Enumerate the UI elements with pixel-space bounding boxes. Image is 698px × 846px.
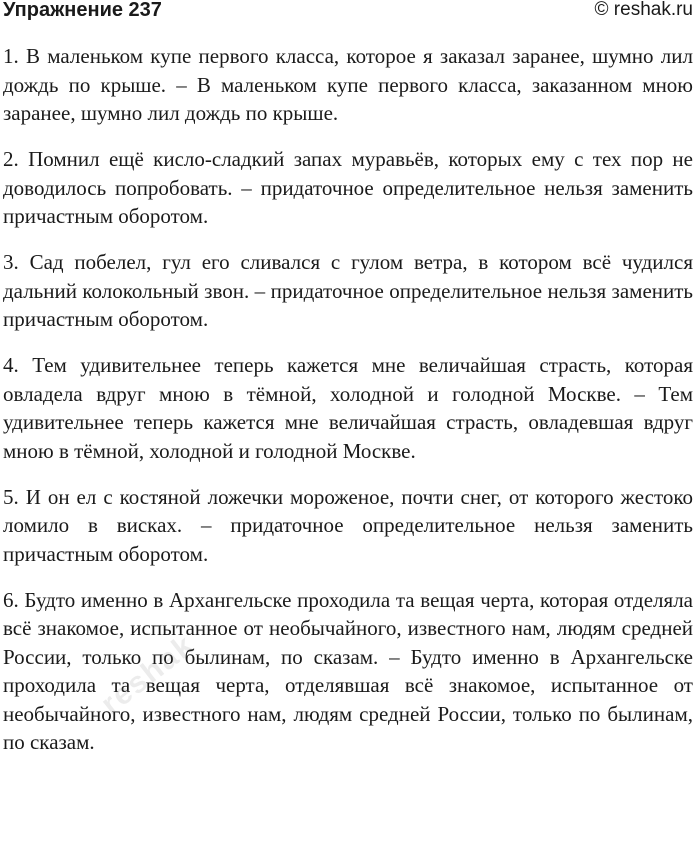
site-watermark: reshak (95, 628, 202, 722)
answer-item-4: 4. Тем удивительнее теперь кажется мне величайшая страсть, которая овладела вдруг мною в тёмной, холодной и голодной Москве. – Тем удивительнее теперь кажется мне величайшая страсть, овладевшая вдруг мною в тёмной, холодной и голодной Москве. (3, 353, 693, 463)
exercise-content (3, 42, 693, 774)
page-header (3, 0, 693, 26)
answer-item-1: 1. В маленьком купе первого класса, которое я заказал заранее, шумно лил дождь по крыше. – В маленьком купе первого класса, заказанном мною заранее, шумно лил дождь по крыше. (3, 44, 693, 125)
answer-item-2: 2. Помнил ещё кисло-сладкий запах муравьёв, которых ему с тех пор не доводилось попробовать. – придаточное определительное нельзя заменить причастным оборотом. (3, 147, 693, 228)
source-credit[interactable]: © reshak.ru (594, 0, 693, 20)
answer-item-3: 3. Сад побелел, гул его сливался с гулом ветра, в котором всё чудился дальний колокольный звон. – придаточное определительное нельзя заменить причастным оборотом. (3, 250, 693, 331)
answer-item-5: 5. И он ел с костяной ложечки мороженое, почти снег, от которого жестоко ломило в висках. – придаточное определительное нельзя заменить причастным оборотом. (3, 484, 693, 566)
exercise-title: Упражнение 237 (3, 0, 162, 21)
answer-item-6: 6. Будто именно в Архангельске проходила та вещая черта, которая отделяла всё знакомое, испытанное от необычайного, известного нам, людям средней России, только по былинам, по сказам. – Будто именно в Архангельске проходила та вещая черта, отделявшая всё знакомое, испытанное от необычайного, известного нам, людям средней России, только по былинам, по сказам. (3, 587, 693, 754)
